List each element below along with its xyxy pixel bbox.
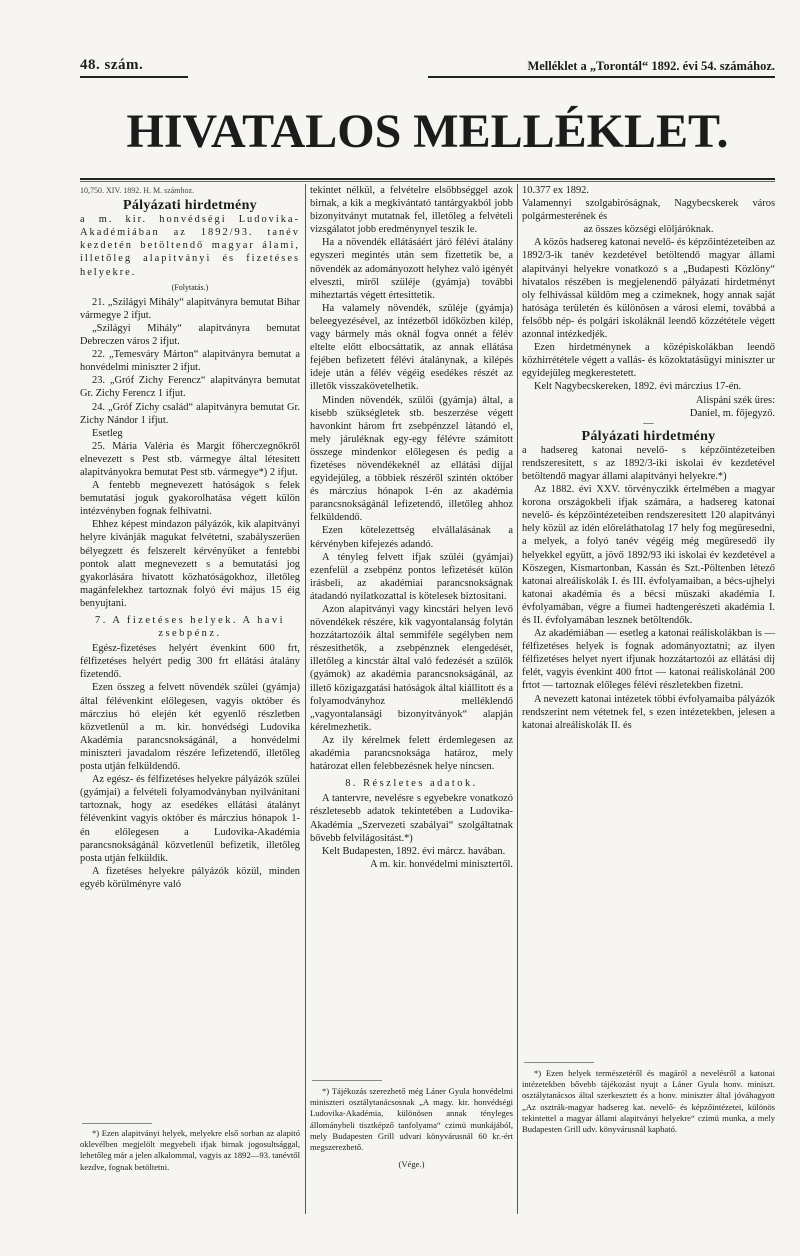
paragraph: 22. „Temesváry Márton“ alapitványra bemutat a honvédelmi miniszter 2 ifjut. [80, 349, 300, 374]
paragraph: 21. „Szilágyi Mihály“ alapitványra bemutat Bihar vármegye 2 ifjut. [80, 296, 300, 321]
paragraph: 24. „Gróf Zichy család“ alapitványra bemutat Gr. Zichy Nándor 1 ifjut. [80, 401, 300, 426]
continued-note: (Folytatás.) [171, 282, 209, 292]
notice-subheading: a hadsereg katonai nevelő- s képzőintézeteiben rendszeresitett, s az 1892/3-iki iskolai év kezdetével betöltendő magyar állami alapitványi helyekre.*) [522, 444, 775, 482]
section-heading: 7. A fizetéses helyek. A havi zsebpénz. [95, 615, 285, 640]
footnote-column-2 [310, 1086, 513, 1170]
footnote: *) Ezen helyek természetéről és magáról a nevelésről a katonai intézetekben bővebb tájékozást nyujt a Láner Gyula honv. miniszt. osztálytanácsos által szerkesztett és a honv. miniszter által jóváhagyott „Az osztrák-magyar hadsereg kat. nevelő- és képzőintézetei, különös tekintettel a magyar állami alapitványi helyekre“ czimü munka, a mely Budapesten Grill udv. könyvárusnál kapható. [522, 1068, 775, 1135]
paragraph: A fizetéses helyekre pályázók közül, minden egyéb körülményre való [80, 865, 300, 890]
paragraph: 10.377 ex 1892. [522, 185, 589, 196]
paragraph: Esetleg [92, 427, 123, 439]
paragraph: Ezen hirdetménynek a középiskolákban leendő közhirrététele végett a vallás- és közoktatásügyi miniszter ur egyidejüleg megkerestetett. [522, 342, 775, 380]
end-mark: (Vége.) [398, 1159, 425, 1170]
paragraph: A fentebb megnevezett hatóságok s felek bemutatási joguk gyakorolhatása végett külön intézvényben fognak felhivatni. [80, 480, 300, 518]
paragraph: 23. „Gróf Zichy Ferencz“ alapitványra bemutat Gr. Zichy Ferencz 1 ifjut. [80, 375, 300, 400]
paragraph: Kelt Budapesten, 1892. évi márcz. havában. [322, 845, 506, 857]
paragraph: 25. Mária Valéria és Margit főherczegnőkről elnevezett s Pest stb. vármegye által létesitett alapitványokra bemutat Pest stb. vármegye*) 2 ifjut. [80, 440, 300, 478]
paragraph: Ehhez képest mindazon pályázók, kik alapitványi helyre kivánják magukat felvétetni, szabályszerüen bélyegzett és felszerelt kérvényüket a fentebbi pontok alatt megnevezett s a bemutatási jog gyakorlására hivatott közhatóságokhoz, illetőleg magánfelekhez tartoznak folyó évi május 15 éig benyujtani. [80, 519, 300, 609]
addressee-line: az összes községi elöljáróknak. [583, 224, 714, 236]
reference-number: 10,750. XIV. 1892. H. M. számhoz. [80, 186, 195, 195]
paragraph: Ha a növendék ellátásáért járó félévi átalány egyszeri megintés után sem fizettetik be, a növendék az adományozott helyhez való igényét elveszti, miről szüléje (gyámja) további miheztartás végett értesittetik. [310, 237, 513, 301]
paragraph: tekintet nélkül, a felvételre elsőbbséggel azok birnak, a kik a megkivántató tantárgyakból jobb bizonyitványt mutatnak fel, illetőleg a felvételi vizsgálatot jobb eredménynyel teszik le. [310, 185, 513, 236]
masthead-title: HIVATALOS MELLÉKLET. [126, 105, 729, 158]
notice-subheading: a m. kir. honvédségi Ludovika-Akadémiában az 1892/93. tanév kezdetén betöltendő magyar álami, illetőleg alapitványi és fizetéses helyekre. [80, 214, 300, 278]
paragraph: Az 1882. évi XXV. törvényczikk értelmében a magyar korona országokbeli ifjak számára, a hadsereg katonai nevelő- és képzőintézeteiben rendszeresitett 120 alapitványi hely közül az idén előreláthatolag 17 hely fog megüresedni, a melyek, a folyó tanév végéig még megüresedő ily helyekkel együtt, a jövő 1892/93 iki iskolai év kezdetével a Köszegen, Kismartonban, Kassán és Szt.-Pöltenben létező katonai alreáliskolák I. és III. évfolyamaiban, a bécs-ujhelyi katonai akadémia és a bécsi müszaki akadémia I. évfolyamában, végre a fiumei hadtengerészeti akadémia I. és II. évfolyamában lesznek betöltendők. [522, 484, 775, 626]
separator: — [643, 417, 654, 429]
footnote-rule [312, 1080, 382, 1081]
paragraph: A tényleg felvett ifjak szüléi (gyámjai) ezenfelül a zsebpénz pontos lefizetését külön irásbeli, az akadémiai parancsnokságnak átadandó nyilatkozattal is kötelesek biztositani. [310, 551, 513, 602]
masthead [80, 100, 775, 170]
signature-line: Daniel, m. főjegyző. [689, 407, 775, 419]
paragraph: Azon alapitványi vagy kincstári helyen levő növendékek részére, kik vagyontalanság folytán hozzátartozóik által semmiféle segélyben nem részesithetők, a zsebpénznek elengedését, illetőleg a kincstár által való fedezését a szülők (gyámok) az akadémia parancsnokságánál, az illető közigazgatási hatóságok által kiállitott és a folyamodványhoz melléklendő „vagyontalansági bizonyitványok“ alapján kérelmezhetik. [310, 604, 513, 733]
footnote-rule [82, 1123, 152, 1124]
paragraph: Az ily kérelmek felett érdemlegesen az akadémia parancsnoksága határoz, mely határozat ellen felebbezésnek helye nincsen. [310, 734, 513, 773]
footnote-column-1 [80, 1128, 300, 1173]
paragraph: Egész-fizetéses helyért évenkint 600 frt, félfizetéses helyért pedig 300 frt ellátási átalány fizetendő. [80, 643, 300, 681]
paragraph: Ha valamely növendék, szüléje (gyámja) beleegyezésével, az intézetből időközben kilép, vagy bármely más oknál fogva onnét a félév eltelte előtt elbocsáttatik, az annak ellátása fejében befizetett félévi átalánynak, a kilépés ideje után a félév végéig esedékes részét az illetők visszakövetelhetik. [310, 302, 513, 393]
supplement-line: Melléklet a „Torontál“ 1892. évi 54. számához. [428, 59, 775, 78]
paragraph: A tantervre, nevelésre s egyebekre vonatkozó részletesebb adatok tekintetében a Ludovika-Akadémia „Szervezeti szabályai“ szolgáltatnak bővebb felvilágositást.*) [310, 793, 513, 844]
paragraph: A közös hadsereg katonai nevelő- és képzőintézeteiben az 1892/3-ik tanév kezdetével betöltendő magyar állami alapitványi helyekre vonatkozó s a „Budapesti Közlöny“ hivatalos részében is megjelenendő pályázati hirdetményt oly felhivással küldöm meg a czimeknek, hogy annak saját hatósága területén és különösen a városi elemi, továbbá a felsőbb nép- és polgári iskoláknál leendő közzététele végett azonnal intézkedjék. [522, 237, 775, 341]
signature-line: Alispáni szék üres: [695, 394, 775, 406]
column-2 [310, 184, 513, 871]
masthead-rule-thin [80, 181, 775, 182]
notice-subheading: Valamennyi szolgabiróságnak, Nagybecskerek város polgármesterének és [522, 198, 775, 223]
notice-heading: Pályázati hirdetmény [123, 198, 257, 214]
footnote: *) Ezen alapitványi helyek, melyekre első sorban az alapitó oklevélben megjelölt megyebeli ifjak birnak jogosultsággal, lehetőleg már a jelen alkalommal, vagyis az 1892—93. tanévtől kezdve, fognak betöltetni. [80, 1128, 300, 1172]
signature-line: A m. kir. honvédelmi minisztertől. [370, 858, 513, 870]
paragraph: A nevezett katonai intézetek többi évfolyamaiba pályázók rendszerint nem vétetnek fel, s ezen intézetekben, jelesen a katonai alreáliskolák II. és [522, 693, 775, 731]
column-1 [80, 184, 300, 891]
paragraph: Az egész- és félfizetéses helyekre pályázók szülei (gyámjai) a felvételi folyamodványban nyilvánitani tartoznak, hogy az esedékes ellátási átalányt félévenkint vagyis október és márczius hónapok 1-én előlegesen a Ludovika-Akadémia parancsnokságánál közvetlenül befizetik, illetőleg posta utján felküldik. [80, 774, 300, 864]
section-heading: 8. Részletes adatok. [345, 778, 478, 790]
footnote: *) Tájékozás szerezhető még Láner Gyula honvédelmi miniszteri osztálytanácsosnak „A magy. kir. honvédségi Ludovika-Akadémia, különösen annak tényleges állománybeli tisztképző tanfolyama“ czimü munkájából, mely Budapesten Grill udvari könyvárusnál 60 kr.-ért megszerezhető. [310, 1086, 513, 1153]
paragraph: Kelt Nagybecskereken, 1892. évi márczius 17-én. [534, 381, 742, 393]
notice-heading: Pályázati hirdetmény [581, 428, 716, 444]
column-3 [522, 184, 775, 732]
masthead-rule [80, 178, 775, 180]
paragraph: Minden növendék, szülői (gyámja) által, a kisebb szükségletek stb. beszerzése végett havonkint három frt zsebpénzzel látandó el, mely járuléknak egy-egy félévre számitott összege mindenkor előlegesen és pedig a fizetéses növendékeknél az ellátási dijjal egyidejüleg, a többiek részéről szintén október és márczius hónapok 1-én az akadémia parancsnokságánál lefizetendő, illetőleg ahhoz felküldendő. [310, 394, 513, 524]
footnote-rule [524, 1062, 594, 1063]
column-divider [517, 184, 518, 1214]
paragraph: „Szilágyi Mihály“ alapitványra bemutat Debreczen város 2 ifjut. [80, 322, 300, 348]
footnote-column-3 [522, 1068, 775, 1135]
column-divider [305, 184, 306, 1214]
paragraph: Ezen kötelezettség elvállalásának a kérvényben kifejezés adandó. [310, 525, 513, 550]
issue-number: 48. szám. [80, 57, 188, 78]
paragraph: Az akadémiában — esetleg a katonai reáliskolákban is — félfizetéses helyek is fognak adományoztatni; az ilyen félfizetéses helyet nyert ifjunak hozzátartozói az ellátási dij felét, vagyis évenkint 400 frtot — katonai reáliskolánál 200 frtot — tartoznak előleges félévi részletekben fizetni. [522, 628, 775, 692]
paragraph: Ezen összeg a felvett növendék szülei (gyámja) által félévenkint előlegesen, vagyis október és márczius hó elején két egyenlő részletben közvetlenül a m. kir. honvédségi Ludovika Akadémia parancsnokságánál, a honvédelmi miniszteri javadalom részére lefizetendő, illetőleg posta utján felküldendő. [80, 682, 300, 773]
